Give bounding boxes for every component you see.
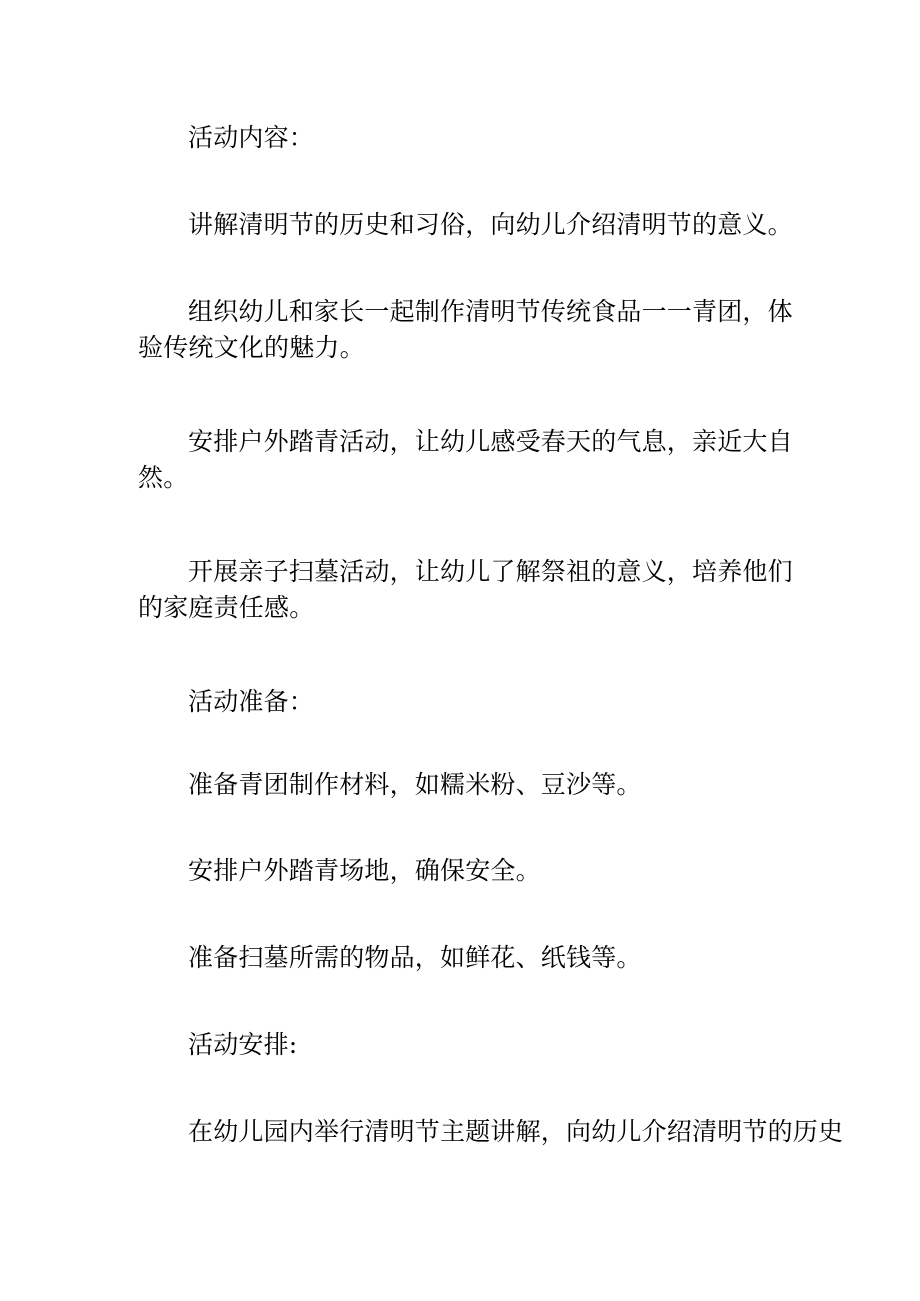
- paragraph: 开展亲子扫墓活动，让幼儿了解祭祖的意义，培养他们的家庭责任感。: [138, 557, 793, 622]
- paragraph: 安排户外踏青场地，确保安全。: [188, 856, 541, 885]
- paragraph: 讲解清明节的历史和习俗，向幼儿介绍清明节的意义。: [188, 210, 793, 239]
- section-heading-arrangement: 活动安排:: [188, 1030, 298, 1059]
- paragraph: 准备青团制作材料，如糯米粉、豆沙等。: [188, 770, 642, 799]
- section-heading-content: 活动内容：: [188, 123, 315, 152]
- paragraph: 安排户外踏青活动，让幼儿感受春天的气息，亲近大自然。: [138, 427, 793, 492]
- paragraph: 准备扫墓所需的物品，如鲜花、纸钱等。: [188, 943, 642, 972]
- paragraph: 在幼儿园内举行清明节主题讲解，向幼儿介绍清明节的历史: [188, 1117, 844, 1146]
- section-heading-preparation: 活动准备：: [188, 687, 315, 716]
- paragraph: 组织幼儿和家长一起制作清明节传统食品一一青团，体验传统文化的魅力。: [138, 297, 793, 362]
